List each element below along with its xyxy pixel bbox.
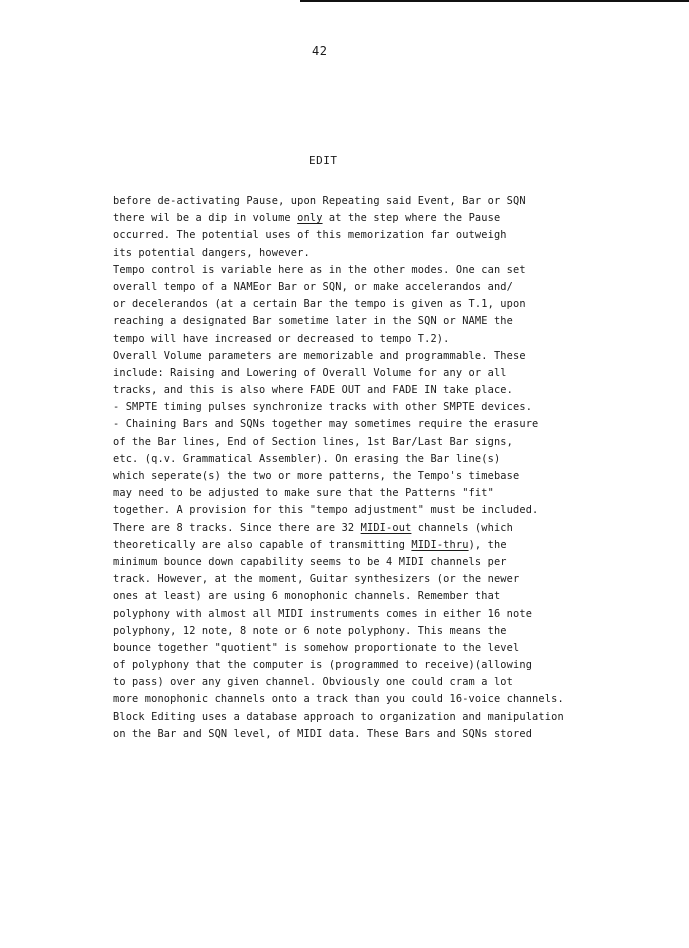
text-line: minimum bounce down capability seems to be 4 MIDI channels per (113, 555, 507, 568)
text-line: on the Bar and SQN level, of MIDI data. These Bars and SQNs stored (113, 727, 533, 740)
text-line: of the Bar lines, End of Section lines, 1st Bar/Last Bar signs, (113, 435, 514, 448)
text-line: Tempo control is variable here as in the other modes. One can set (113, 263, 526, 276)
text-line: polyphony, 12 note, 8 note or 6 note polyphony. This means the (113, 624, 507, 637)
text-line: Overall Volume parameters are memorizable and programmable. These (113, 349, 526, 362)
text-line: There are 8 tracks. Since there are 32 MIDI-out channels (which (113, 521, 514, 534)
text-line: reaching a designated Bar sometime later in the SQN or NAME the (113, 315, 514, 328)
text-line: track. However, at the moment, Guitar synthesizers (or the newer (113, 573, 520, 586)
text-line: tempo will have increased or decreased to tempo T.2). (113, 332, 450, 345)
text-line: more monophonic channels onto a track than you could 16-voice channels. (113, 693, 564, 706)
underlined-term: MIDI-thru (411, 538, 469, 551)
text-line: occurred. The potential uses of this memorization far outweigh (113, 229, 507, 242)
text-line: which seperate(s) the two or more patterns, the Tempo's timebase (113, 470, 520, 482)
page-number: 42 (312, 44, 328, 58)
text-line: ones at least) are using 6 monophonic channels. Remember that (113, 590, 501, 603)
text-line: - Chaining Bars and SQNs together may sometimes require the erasure (113, 418, 539, 431)
text-line: etc. (q.v. Grammatical Assembler). On erasing the Bar line(s) (113, 452, 501, 465)
text-line: there wil be a dip in volume only at the step where the Pause (113, 212, 501, 225)
text-line: together. A provision for this "tempo adjustment" must be included. (113, 504, 539, 517)
top-rule (300, 0, 689, 2)
text-line: include: Raising and Lowering of Overall Volume for any or all (113, 366, 507, 379)
text-line: may need to be adjusted to make sure that the Patterns "fit" (113, 487, 494, 500)
text-line: Block Editing uses a database approach to organization and manipulation (113, 710, 564, 723)
text-line: theoretically are also capable of transmitting MIDI-thru), the (113, 538, 507, 551)
text-line: of polyphony that the computer is (programmed to receive)(allowing (113, 659, 533, 672)
text-line: overall tempo of a NAMEor Bar or SQN, or make accelerandos and/ (113, 280, 514, 293)
underlined-term: only (297, 212, 323, 225)
section-heading: EDIT (309, 154, 338, 167)
text-line: bounce together "quotient" is somehow proportionate to the level (113, 641, 520, 654)
text-line: its potential dangers, however. (113, 246, 310, 259)
body-text (113, 193, 673, 743)
text-line: - SMPTE timing pulses synchronize tracks with other SMPTE devices. (113, 401, 533, 414)
text-line: polyphony with almost all MIDI instruments comes in either 16 note (113, 607, 533, 620)
text-line: tracks, and this is also where FADE OUT and FADE IN take place. (113, 384, 514, 397)
text-line: to pass) over any given channel. Obviously one could cram a lot (113, 676, 514, 689)
text-line: or decelerandos (at a certain Bar the tempo is given as T.1, upon (113, 298, 526, 311)
text-line: before de-activating Pause, upon Repeating said Event, Bar or SQN (113, 195, 526, 207)
underlined-term: MIDI-out (360, 521, 412, 534)
